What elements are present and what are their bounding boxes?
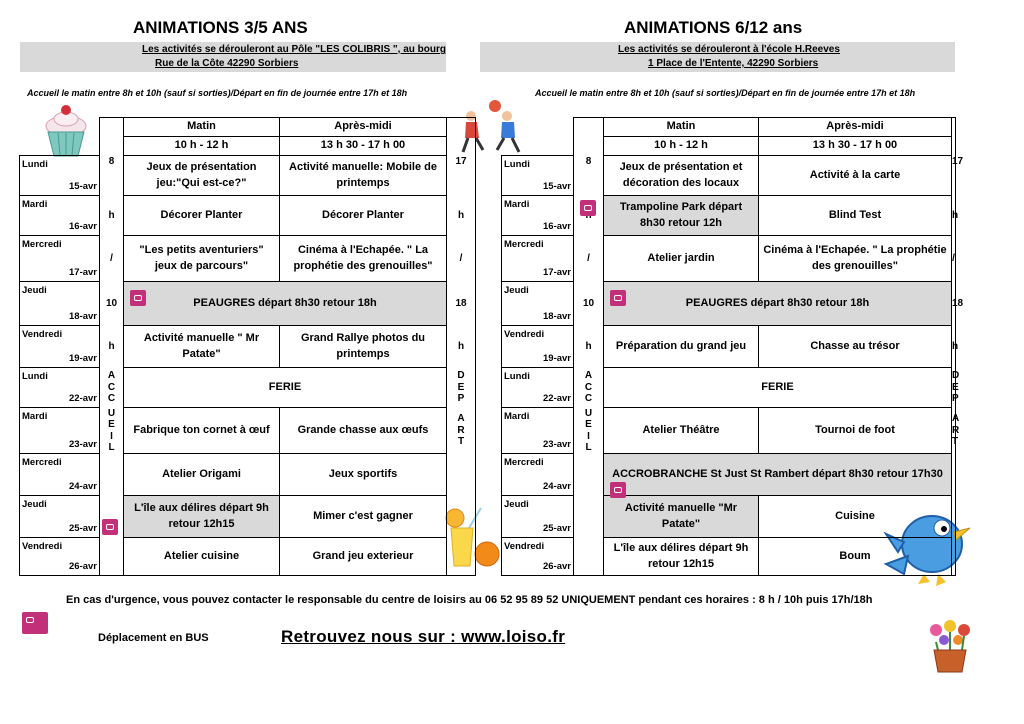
header-matin: Matin (124, 118, 280, 137)
day-name: Vendredi (22, 541, 63, 552)
day-name: Mardi (504, 199, 530, 210)
day-cell (502, 282, 574, 326)
schedule-row (20, 408, 476, 454)
departure-time-label (952, 454, 956, 496)
schedule-row (20, 236, 476, 282)
activity-text: Jeux de présentation et décoration des locaux (619, 160, 743, 189)
activity-matin (604, 156, 759, 196)
activity-full-day (604, 454, 952, 496)
day-name: Mercredi (22, 457, 62, 468)
schedule-row (20, 496, 476, 538)
activity-text: Boum (839, 549, 871, 562)
activity-matin (604, 326, 759, 368)
schedule-row (502, 282, 956, 326)
day-cell (502, 538, 574, 576)
day-cell (20, 282, 100, 326)
arrival-time-label (574, 454, 604, 496)
day-name: Lundi (22, 159, 48, 170)
day-date: 19-avr (69, 353, 97, 365)
left-accueil: Accueil le matin entre 8h et 10h (sauf si sorties)/Départ en fin de journée entre 17h et 18h (27, 88, 408, 98)
schedule-row (502, 538, 956, 576)
activity-matin (124, 236, 280, 282)
schedule-row (502, 496, 956, 538)
day-cell (502, 156, 574, 196)
activity-text: Atelier Théâtre (642, 423, 720, 436)
bus-icon (610, 482, 626, 498)
day-cell (502, 196, 574, 236)
header-matin: Matin (604, 118, 759, 137)
day-name: Mercredi (22, 239, 62, 250)
departure-time-label: h (447, 326, 476, 368)
departure-time-label: / (952, 236, 956, 282)
day-cell (20, 196, 100, 236)
departure-time-label (952, 538, 956, 576)
header-apres-midi: Après-midi (280, 118, 447, 137)
activity-matin (124, 156, 280, 196)
day-date: 17-avr (69, 267, 97, 279)
bus-icon (22, 612, 48, 634)
day-date: 24-avr (69, 481, 97, 493)
day-date: 17-avr (543, 267, 571, 279)
activity-matin (604, 236, 759, 282)
activity-matin (124, 326, 280, 368)
day-name: Jeudi (22, 499, 47, 510)
right-accueil: Accueil le matin entre 8h et 10h (sauf si sorties)/Départ en fin de journée entre 17h et 18h (535, 88, 916, 98)
arrival-time-label: / (100, 236, 124, 282)
day-cell (20, 408, 100, 454)
day-name: Jeudi (504, 499, 529, 510)
left-place-bar (20, 42, 446, 72)
day-date: 26-avr (543, 561, 571, 573)
left-schedule-table (19, 117, 476, 576)
activity-text: Grand jeu exterieur (312, 549, 414, 562)
day-date: 18-avr (543, 311, 571, 323)
departure-time-label: h (952, 196, 956, 236)
day-date: 23-avr (543, 439, 571, 451)
departure-time-label (447, 496, 476, 538)
arrival-time-label (100, 538, 124, 576)
activity-text: Décorer Planter (322, 208, 404, 221)
schedule-row (20, 156, 476, 196)
activity-text: Tournoi de foot (815, 423, 895, 436)
arrival-time-label: h (574, 326, 604, 368)
arrival-time-label: 8 (574, 156, 604, 196)
activity-text: FERIE (268, 380, 302, 393)
day-name: Lundi (504, 371, 530, 382)
day-name: Lundi (504, 159, 530, 170)
schedule-row (502, 326, 956, 368)
arrival-time-label: U E I L (574, 408, 604, 454)
header-matin-hours: 10 h - 12 h (124, 137, 280, 156)
activity-matin (124, 196, 280, 236)
bus-legend: Déplacement en BUS (98, 632, 209, 644)
day-date: 22-avr (543, 393, 571, 405)
day-date: 22-avr (69, 393, 97, 405)
day-cell (20, 496, 100, 538)
activity-text: Cinéma à l'Echapée. " La prophétie des grenouilles" (293, 243, 433, 272)
left-place-line2: Rue de la Côte 42290 Sorbiers (155, 58, 299, 69)
header-apres-midi: Après-midi (759, 118, 952, 137)
flower-pot-icon (924, 618, 976, 674)
activity-text: Activité manuelle: Mobile de printemps (289, 160, 437, 189)
header-matin-hours: 10 h - 12 h (604, 137, 759, 156)
day-cell (502, 326, 574, 368)
day-name: Mardi (504, 411, 530, 422)
day-cell (20, 326, 100, 368)
activity-apres-midi (759, 196, 952, 236)
arrival-time-label: h (100, 326, 124, 368)
activity-text: Activité manuelle " Mr Patate" (143, 331, 260, 360)
activity-text: Fabrique ton cornet à œuf (133, 423, 270, 436)
arrival-time-label (574, 496, 604, 538)
header-apres-hours: 13 h 30 - 17 h 00 (759, 137, 952, 156)
schedule-row (20, 368, 476, 408)
day-date: 24-avr (543, 481, 571, 493)
activity-text: L'île aux délires départ 9h retour 12h15 (613, 541, 749, 570)
activity-matin (124, 408, 280, 454)
departure-time-label: h (447, 196, 476, 236)
activity-text: Jeux de présentation jeu:"Qui est-ce?" (146, 160, 257, 189)
departure-time-label (447, 538, 476, 576)
schedule-row (20, 282, 476, 326)
activity-matin (604, 408, 759, 454)
arrival-time-label: U E I L (100, 408, 124, 454)
departure-time-label (952, 496, 956, 538)
right-schedule-table (501, 117, 964, 576)
arrival-time-label (100, 454, 124, 496)
schedule-row (502, 156, 956, 196)
activity-apres-midi (759, 236, 952, 282)
day-cell (502, 236, 574, 282)
day-date: 26-avr (69, 561, 97, 573)
arrival-time-label: 10 (100, 282, 124, 326)
right-place-bar (480, 42, 955, 72)
departure-time-label: h (952, 326, 956, 368)
day-date: 25-avr (69, 523, 97, 535)
day-date: 19-avr (543, 353, 571, 365)
day-name: Vendredi (22, 329, 63, 340)
activity-text: "Les petits aventuriers" jeux de parcours" (139, 243, 264, 272)
day-cell (502, 368, 574, 408)
activity-matin (124, 538, 280, 576)
activity-text: Décorer Planter (160, 208, 243, 221)
day-cell (20, 156, 100, 196)
activity-matin (604, 496, 759, 538)
activity-text: Grand Rallye photos du printemps (300, 331, 426, 360)
activity-text: PEAUGRES départ 8h30 retour 18h (193, 296, 377, 309)
day-name: Vendredi (504, 541, 545, 552)
arrival-time-label: h (100, 196, 124, 236)
right-title: ANIMATIONS 6/12 ans (624, 18, 803, 37)
activity-matin (604, 538, 759, 576)
activity-apres-midi (280, 196, 447, 236)
day-name: Mardi (22, 199, 48, 210)
bus-icon (610, 290, 626, 306)
activity-text: Atelier Origami (162, 467, 241, 480)
activity-text: PEAUGRES départ 8h30 retour 18h (685, 296, 870, 309)
activity-apres-midi (280, 408, 447, 454)
activity-full-day (604, 368, 952, 408)
departure-time-label: 18 (952, 282, 956, 326)
day-date: 16-avr (543, 221, 571, 233)
bus-icon (102, 519, 118, 535)
activity-matin (124, 496, 280, 538)
departure-time-label: / (447, 236, 476, 282)
activity-text: Préparation du grand jeu (615, 339, 747, 352)
day-cell (20, 538, 100, 576)
activity-text: Activité à la carte (809, 168, 901, 181)
activity-matin (604, 196, 759, 236)
schedule-row (502, 196, 956, 236)
schedule-row (20, 196, 476, 236)
day-cell (502, 408, 574, 454)
bus-icon (580, 200, 596, 216)
schedule-row (20, 538, 476, 576)
day-cell (502, 454, 574, 496)
departure-time-label: A R T (447, 408, 476, 454)
arrival-time-label: / (574, 236, 604, 282)
header-apres-hours: 13 h 30 - 17 h 00 (280, 137, 447, 156)
activity-apres-midi (759, 496, 952, 538)
day-name: Mardi (22, 411, 48, 422)
day-date: 25-avr (543, 523, 571, 535)
schedule-row (502, 368, 956, 408)
day-name: Mercredi (504, 457, 544, 468)
day-cell (502, 496, 574, 538)
activity-text: FERIE (761, 380, 794, 393)
schedule-row (502, 454, 956, 496)
departure-time-label: D E P (952, 368, 956, 408)
left-place-line1: Les activités se dérouleront au Pôle "LES COLIBRIS ", au bourg (142, 44, 446, 55)
schedule-row (502, 236, 956, 282)
day-name: Lundi (22, 371, 48, 382)
day-date: 15-avr (69, 181, 97, 193)
activity-text: Cuisine (835, 509, 875, 522)
departure-time-label: 17 (447, 156, 476, 196)
emergency-contact: En cas d'urgence, vous pouvez contacter le responsable du centre de loisirs au 06 52 95 89 52 UNIQUEMENT pendant ces horaires : 8 h / 10h puis 17h/18h (66, 594, 873, 606)
activity-text: Cinéma à l'Echapée. " La prophétie des grenouilles" (763, 243, 947, 272)
activity-apres-midi (280, 326, 447, 368)
activity-apres-midi (280, 496, 447, 538)
arrival-time-label (574, 538, 604, 576)
activity-apres-midi (280, 454, 447, 496)
activity-apres-midi (280, 538, 447, 576)
departure-time-label (447, 454, 476, 496)
schedule-row (20, 454, 476, 496)
arrival-time-label: A C C (100, 368, 124, 408)
left-title: ANIMATIONS 3/5 ANS (133, 18, 308, 37)
day-name: Vendredi (504, 329, 545, 340)
activity-text: ACCROBRANCHE St Just St Rambert départ 8h30 retour 17h30 (612, 467, 943, 480)
day-date: 16-avr (69, 221, 97, 233)
day-date: 15-avr (543, 181, 571, 193)
activity-text: Chasse au trésor (810, 339, 900, 352)
activity-text: Mimer c'est gagner (313, 509, 413, 522)
day-name: Mercredi (504, 239, 544, 250)
day-cell (20, 236, 100, 282)
activity-apres-midi (759, 156, 952, 196)
activity-full-day (604, 282, 952, 326)
right-place-line2: 1 Place de l'Entente, 42290 Sorbiers (648, 58, 819, 69)
activity-apres-midi (759, 538, 952, 576)
arrival-time-label: A C C (574, 368, 604, 408)
departure-time-label: 18 (447, 282, 476, 326)
departure-time-label: A R T (952, 408, 956, 454)
activity-text: Grande chasse aux œufs (297, 423, 429, 436)
day-name: Jeudi (504, 285, 529, 296)
bus-icon (130, 290, 146, 306)
schedule-row (502, 408, 956, 454)
day-date: 23-avr (69, 439, 97, 451)
activity-matin (124, 454, 280, 496)
activity-text: Atelier cuisine (163, 549, 240, 562)
arrival-time-label: 8 (100, 156, 124, 196)
day-name: Jeudi (22, 285, 47, 296)
day-cell (20, 454, 100, 496)
activity-full-day (124, 282, 447, 326)
day-cell (20, 368, 100, 408)
activity-text: Trampoline Park départ 8h30 retour 12h (619, 200, 743, 229)
arrival-time-label: 10 (574, 282, 604, 326)
activity-apres-midi (759, 408, 952, 454)
activity-apres-midi (280, 236, 447, 282)
activity-full-day (124, 368, 447, 408)
activity-text: Activité manuelle "Mr Patate" (624, 501, 738, 530)
activity-apres-midi (280, 156, 447, 196)
activity-text: Jeux sportifs (328, 467, 398, 480)
departure-time-label: D E P (447, 368, 476, 408)
schedule-row (20, 326, 476, 368)
day-date: 18-avr (69, 311, 97, 323)
activity-text: Blind Test (828, 208, 882, 221)
activity-apres-midi (759, 326, 952, 368)
activity-text: L'île aux délires départ 9h retour 12h15 (134, 501, 269, 530)
right-place-line1: Les activités se dérouleront à l'école H.Reeves (618, 44, 840, 55)
departure-time-label: 17 (952, 156, 956, 196)
activity-text: Atelier jardin (647, 251, 715, 264)
website-link[interactable]: Retrouvez nous sur : www.loiso.fr (281, 627, 566, 646)
